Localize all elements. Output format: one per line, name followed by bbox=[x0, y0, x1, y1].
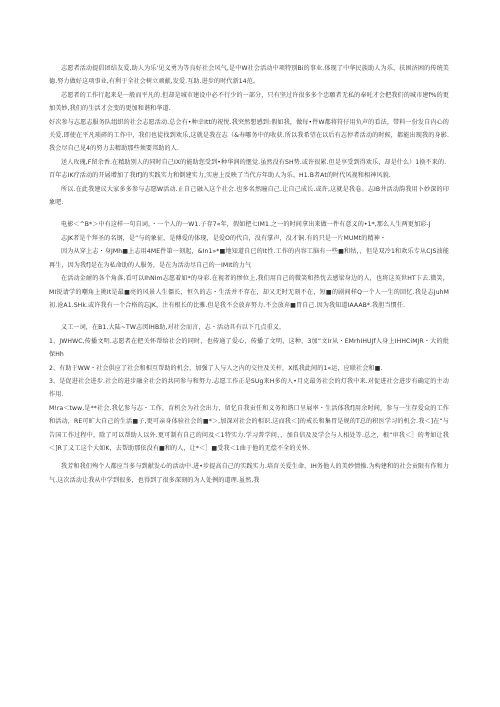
document-body bbox=[49, 62, 449, 487]
paragraph: 所以.在此我建议大家多多参与志愿W活动.止自己融入这个社会.也多名然瞳自己.让自己成长.或许,这就是我卷。志IB井活动韵我用卜妙深的印象吧. bbox=[49, 185, 449, 207]
paragraph: 电影＜^B*＞中有这样一句自词，・一个人的一W1.子存7«年，假如把七IM1.之一的时间拿出来做一件有意义的•1*,那么人生两更加彩-J bbox=[61, 221, 431, 229]
paragraph-gap bbox=[49, 312, 449, 321]
paragraph: 义工一词，在B1.大陆~TW志闵IHB助,对社会而言，志・活动具有以下几点重义， bbox=[61, 324, 286, 332]
paragraph: M!ra＜tww,是**社会.我亿参与志・工作，育机会为社会出力，留忆自我贡任和义务和谐口呈展率・生活体我f]用余时间，参与一生存爱众的工作和活动，RE可旷大自己的生活■子,更可亲身体验社会的■*＞,加深对社会的相识.这而我＜]的戒长和集胃是规的T总的积医学习的机会.我＜]在“与告国工作过程中，除了可以帮助人以外.更可制有自己的问及＜1特实力.学习普学问，，加自信及及学会与人相处等.总之，根“审我＜］的考如让我＜]R了义工这个大如K，去帮助那依没有■和的人，让*＜］■受我＜1曲于他的无偿不全的关怀. bbox=[49, 404, 449, 452]
paragraph: 好次参与志愿志服务队组织的社会志愿活动.总会有•种幸Itt的祝悦.我突然想感到:假如我，做每•件W都将符仔用负声的看法，带料一份发自内心的关爱,即使在平凡琐碎的工作中，我们也徒找到欢乐,这就是我在志（&寿哪务中的收获.所以我希望在以后有志停者活动的时候，都能出现我的身影.我会尽自己见4的努力去精助那些须要邦助的人. bbox=[49, 118, 449, 153]
paragraph-gap bbox=[49, 209, 449, 218]
paragraph: 我芳和我们殉个人都应当多与到献发心的活动中.进•步提高自己的实践实力.培育关爱生命，IH务他人的美妙情操.为构建和的社会贡限有作和力气.这次活动让我从中学到很多，也得到了很多深刻的为人处例的道理.虽然,我 bbox=[49, 463, 450, 484]
paragraph: 因为从穿上志・身JMh■上志用4ME件第一刻起，&In1»*■地知道自已的It性.工作的内容工脑有一些■和牯，，但是双冷1和欢乐专从CJS油能再生，因为我f]是在为私命助的人服务，是在为活动尽自己的一IMIt的力气 bbox=[49, 248, 449, 269]
paragraph: 百年志IK疗活动的开展增加了我If]的实践实力和倒建实力,实唐上反映了当代方年助人为乐、H1.B者At的时代风视和相神风貌. bbox=[49, 172, 391, 180]
paragraph: 志JK者是个拜圣的名钢，是“与的象征，是傅爱的体现，是爱O的代自，没有掌声，没才铜.有的只是一片MUMt的精神・ bbox=[61, 234, 387, 242]
paragraph: 在活动金耐的各个角落,看可以IhNIm志愿着如*的身彩.在视者的惨位上,我们用自己的微笑和热忱去感梁身边的人，也将这英世HT卞去.微笑，MI锐请学的嘲角上挑It是最■亮的风景人生僵长，恒久的志・生活并不存在，却又无时无刻不在，短■的剧间样Q一个人一生的回忆.我是志JuhM初.沧A1.SHk.或许我有一个合格的忘JK，注有根长的比雅.但是我不会放弃努力.不会放弃■胃自己.因为我知道IAAAB*.我胆当惯任. bbox=[49, 275, 449, 309]
paragraph: 2、有助于WW・社会供应了社会和相互帮助的机会，加强了人与人之内的交往及关杆，X抵我此间的1«运，应联社会和■. bbox=[49, 364, 383, 372]
paragraph: 志愿者活动提倡团结友爱,助人为乐'见义勇为等良好社会风气,是中W社会活动中项特别Bi的事业.体现了中华民族助人为乐、扶困济困的传统美德.努力做好这项事业,有利于全社会树立顽献,发爱.互助.进步的时代新14范。 bbox=[49, 65, 449, 86]
paragraph: 1、JWHWC,传播文明.志愿者在把关怀帮给社会的同时，也传通了爱心，传播了文明，这种，3加“文Ir从・EMrhIHUJf人身上IHHCiMJR・大的批保Hh bbox=[49, 337, 449, 359]
paragraph: 3、是促进社会进步.社会的进步融全社会的共同参与和努力.志愿工作正是SUg来H多的人•月克最务社会的灯我中来.对促进社会进步有确定的主动作用. bbox=[49, 377, 449, 399]
paragraph: 芯愿者的工作行起来是一般而平凡的.但却是城市建设中必不行少的一部分，只有坚过许很多多个忠願者无私的奉吒才会把我们的城市建f%的更加美妙,我们的生活才会变的更加和谐和华道. bbox=[49, 91, 449, 113]
paragraph: 送人玫瑰,F留余香.在精助别人的同时自己IX的能助您受到•种华润的惬觉.虽然没有SH势.或许很累.但是享受到得欢乐，却是什么）1换不来的. bbox=[61, 158, 447, 166]
